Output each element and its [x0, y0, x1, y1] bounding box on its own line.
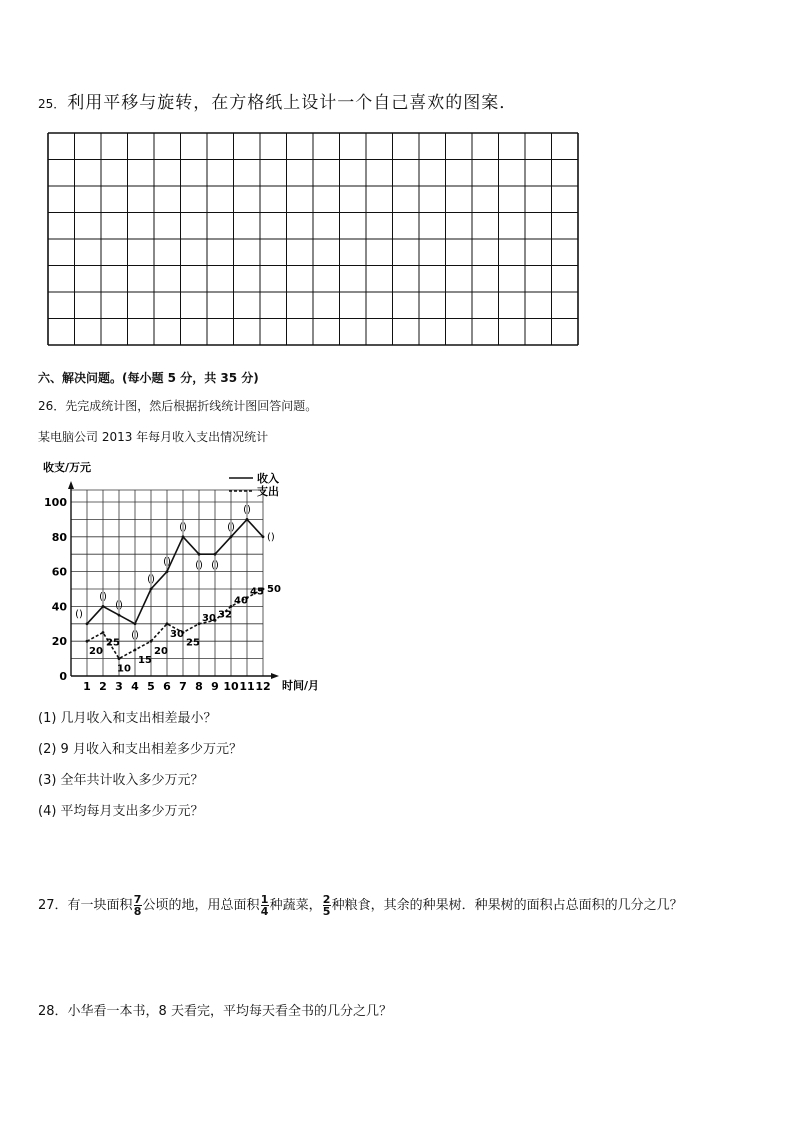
chart-title: 某电脑公司 2013 年每月收入支出情况统计	[38, 430, 269, 444]
x-tick-label: 5	[147, 680, 155, 693]
line-chart	[38, 455, 338, 695]
sub-question-1: (1) 几月收入和支出相差最小？	[38, 711, 217, 726]
section-heading: 六、解决问题。(每小题 5 分，共 35 分)	[38, 371, 259, 385]
expense-point	[102, 631, 105, 634]
x-tick-label: 12	[255, 680, 271, 693]
fraction	[134, 894, 142, 917]
income-point	[214, 553, 217, 556]
x-tick-label: 1	[83, 680, 91, 693]
expense-point	[230, 605, 233, 608]
sub-question-2: (2) 9 月收入和支出相差多少万元？	[38, 742, 242, 757]
fraction-denominator: 8	[133, 905, 142, 918]
income-point-label: ()	[147, 574, 155, 585]
fraction-numerator: 7	[133, 893, 142, 906]
legend-expense-label: 支出	[257, 485, 279, 498]
expense-point-label: 50	[267, 584, 281, 595]
question-text: 公顷的地，用总面积	[142, 898, 260, 913]
expense-point-label: 20	[89, 646, 103, 658]
question-28: 28．小华看一本书，8 天看完，平均每天看全书的几分之几？	[38, 1004, 392, 1019]
x-axis-label: 时间/月	[282, 679, 320, 692]
x-tick-label: 6	[163, 680, 171, 693]
income-point	[182, 535, 185, 538]
income-point-label: ()	[75, 608, 83, 620]
legend-income-label: 收入	[257, 472, 279, 485]
income-point	[86, 622, 89, 625]
fraction	[261, 894, 269, 917]
question-text: 种粮食，其余的种果树．种果树的面积占总面积的几分之几？	[331, 898, 683, 913]
income-point	[246, 518, 249, 521]
expense-point-label: 25	[106, 637, 120, 649]
graph-paper-grid	[46, 131, 580, 347]
x-tick-label: 3	[115, 680, 123, 693]
y-axis-arrow	[68, 481, 74, 489]
expense-point-label: 30	[170, 628, 184, 640]
question-number: 25．	[38, 97, 66, 111]
income-point	[150, 588, 153, 591]
fraction-numerator: 1	[260, 893, 269, 906]
income-point-label: ()	[179, 521, 187, 533]
expense-point	[134, 649, 137, 652]
y-tick-label: 0	[59, 670, 67, 683]
income-point	[118, 614, 121, 617]
y-tick-label: 100	[44, 496, 67, 509]
x-tick-label: 9	[211, 680, 219, 693]
question-26: 26．先完成统计图，然后根据折线统计图回答问题。	[38, 399, 318, 413]
expense-point-label: 25	[186, 637, 200, 649]
question-text: 利用平移与旋转，在方格纸上设计一个自己喜欢的图案．	[67, 93, 518, 113]
fraction	[323, 894, 331, 917]
fraction-denominator: 4	[260, 905, 269, 918]
sub-question-4: (4) 平均每月支出多少万元？	[38, 804, 204, 819]
income-point-label: ()	[243, 504, 251, 516]
y-tick-label: 60	[51, 565, 67, 579]
income-point	[166, 570, 169, 573]
expense-point-label: 15	[138, 654, 152, 666]
x-tick-label: 8	[195, 680, 203, 693]
income-point-label: ()	[99, 591, 107, 603]
x-tick-label: 11	[239, 680, 255, 693]
question-25	[38, 88, 517, 113]
income-point	[102, 605, 105, 608]
fraction-denominator: 5	[322, 905, 331, 918]
sub-question-3: (3) 全年共计收入多少万元？	[38, 773, 204, 788]
expense-point	[150, 640, 153, 643]
income-point-label: ()	[195, 560, 203, 572]
y-tick-label: 20	[51, 635, 67, 649]
y-axis-label: 收支/万元	[43, 461, 92, 474]
income-point-label: ()	[115, 600, 123, 612]
expense-point	[166, 622, 169, 625]
expense-point	[198, 622, 201, 625]
fraction-numerator: 2	[322, 893, 331, 906]
expense-point-label: 10	[117, 663, 131, 675]
y-tick-label: 80	[51, 530, 67, 544]
expense-point-label: 30	[202, 612, 216, 624]
x-axis-arrow	[271, 673, 279, 679]
income-point	[262, 535, 265, 538]
income-point-label: ()	[131, 629, 139, 641]
income-point-label: ()	[227, 521, 235, 533]
expense-point-label: 45	[250, 586, 264, 598]
income-point	[230, 535, 233, 538]
expense-point-label: 32	[218, 609, 232, 621]
expense-point-label: 40	[234, 595, 248, 607]
question-text: 27．有一块面积	[38, 898, 133, 913]
x-tick-label: 7	[179, 680, 187, 693]
income-point	[198, 553, 201, 556]
question-text: 种蔬菜，	[269, 898, 322, 913]
income-point-label: ()	[211, 560, 219, 572]
y-tick-label: 40	[51, 600, 67, 614]
x-tick-label: 10	[223, 680, 239, 693]
income-point	[134, 622, 137, 625]
question-27	[38, 894, 683, 917]
expense-point-label: 20	[154, 646, 168, 658]
income-point-label: ()	[163, 556, 171, 568]
expense-point	[86, 640, 89, 643]
income-point-label: ()	[267, 531, 275, 543]
x-tick-label: 4	[131, 680, 139, 693]
expense-point	[118, 657, 121, 660]
x-tick-label: 2	[99, 680, 107, 693]
